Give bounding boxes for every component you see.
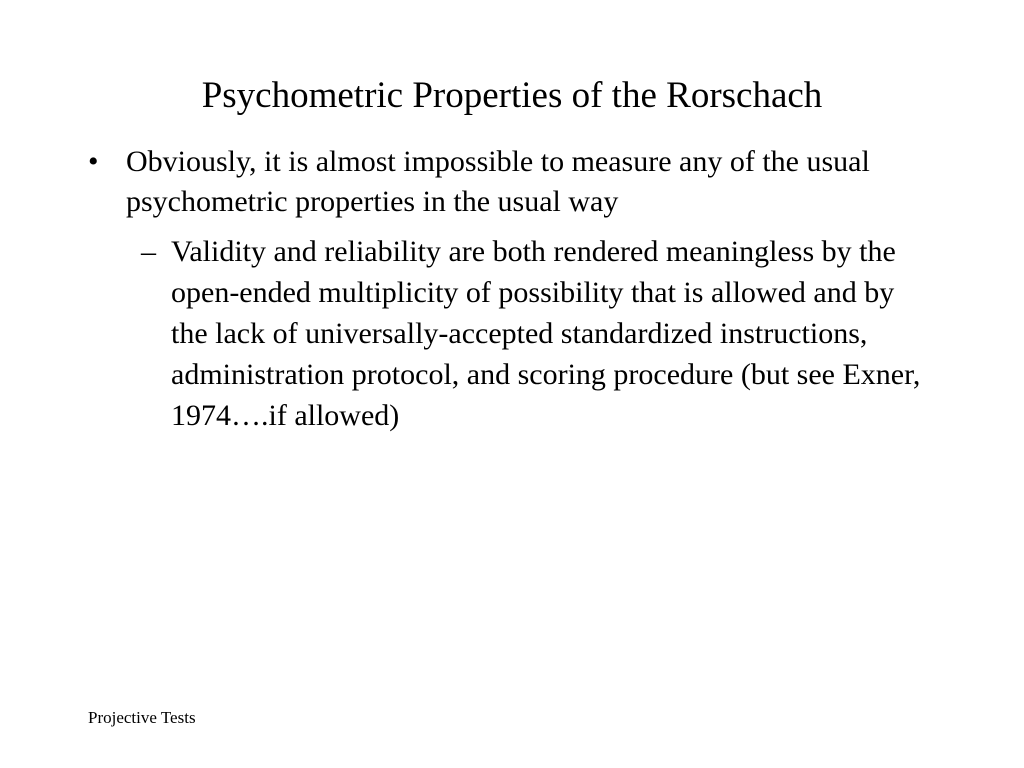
sub-bullet-marker: –: [141, 235, 156, 268]
sub-bullet-text: Validity and reliability are both rendered meaningless by the open-ended multiplicity of possibility that is allowed and by the lack of universally-accepted standardized instructions, administration protocol, and scoring procedure (but see Exner, 1974….if allowed): [171, 235, 921, 432]
slide-footer: Projective Tests: [88, 708, 196, 727]
sub-bullet-item: [141, 231, 921, 436]
bullet-marker: •: [88, 145, 99, 178]
bullet-item: [88, 142, 888, 222]
bullet-text: Obviously, it is almost impossible to measure any of the usual psychometric properties in the usual way: [126, 145, 870, 218]
slide-title: Psychometric Properties of the Rorschach: [201, 75, 823, 116]
